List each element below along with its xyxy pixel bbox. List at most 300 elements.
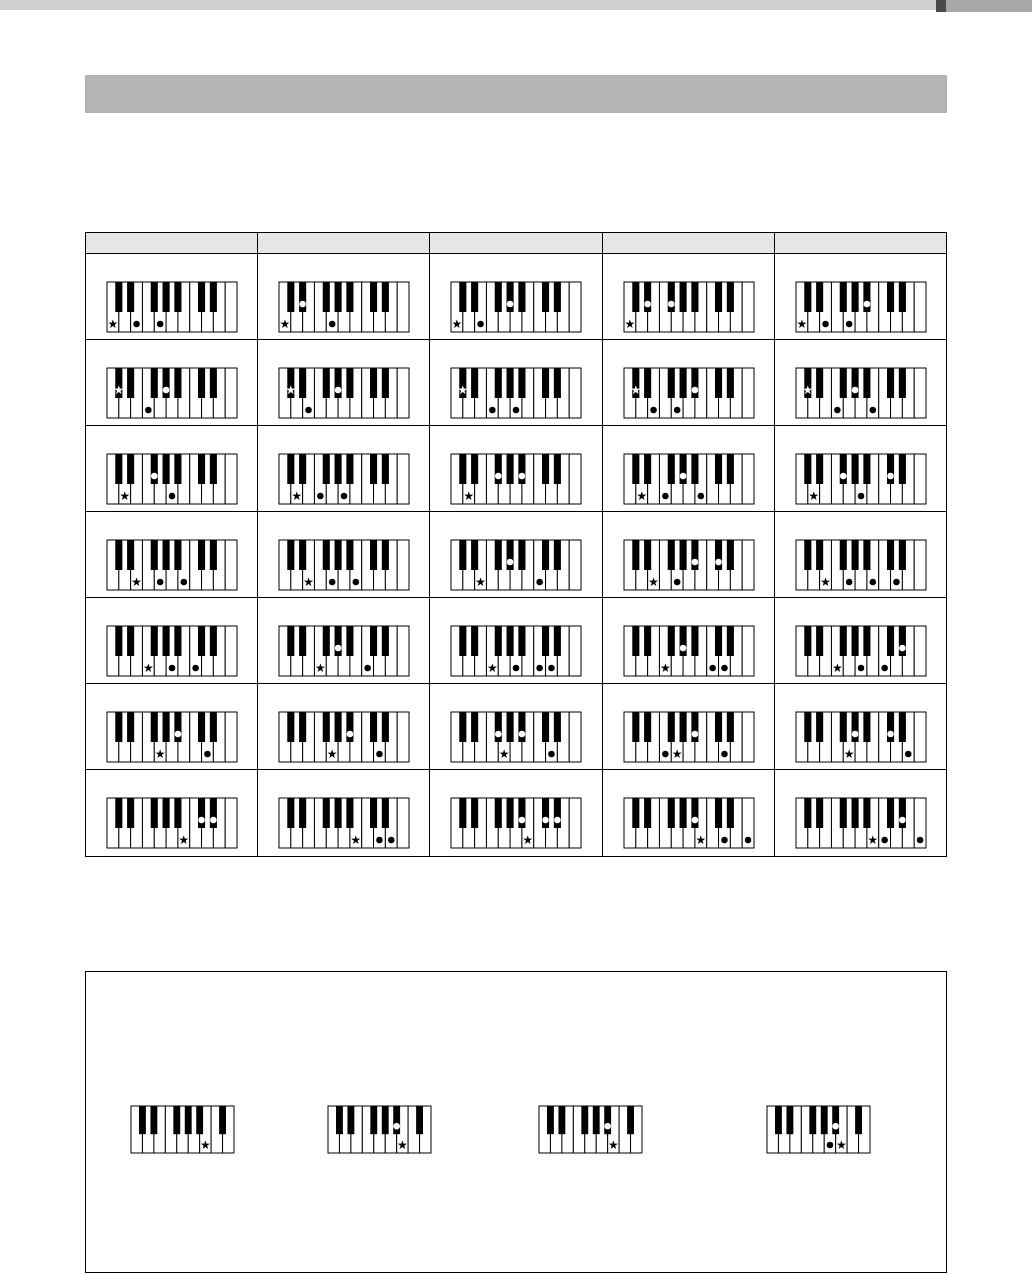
keyboard-diagram — [278, 539, 410, 591]
chord-note-open-dot-icon — [644, 301, 651, 308]
black-key — [471, 798, 478, 828]
chord-note-open-dot-icon — [691, 731, 698, 738]
black-key — [558, 1106, 565, 1134]
keyboard-wrap — [106, 625, 238, 677]
keyboard-diagram — [450, 539, 582, 591]
chord-row — [86, 770, 947, 856]
black-key — [347, 454, 354, 484]
black-key — [460, 798, 467, 828]
root-note-star-icon: ★ — [463, 489, 475, 503]
black-key — [198, 798, 205, 828]
black-key — [691, 798, 698, 828]
black-key — [382, 368, 389, 398]
black-key — [554, 282, 561, 312]
chord-note-dot-icon — [376, 837, 383, 844]
chord-note-dot-icon — [145, 407, 152, 414]
root-note-star-icon: ★ — [327, 747, 338, 761]
chord-note-dot-icon — [673, 407, 680, 414]
black-key — [644, 712, 651, 742]
black-key — [554, 368, 561, 398]
black-key — [150, 1106, 157, 1134]
black-key — [495, 282, 502, 312]
white-key — [397, 798, 409, 848]
black-key — [335, 454, 342, 484]
black-key — [198, 454, 205, 484]
keyboard-wrap — [278, 281, 410, 333]
black-key — [127, 454, 134, 484]
white-key — [742, 540, 754, 590]
root-note-star-icon: ★ — [796, 317, 808, 331]
black-key — [335, 798, 342, 828]
white-key — [914, 626, 926, 676]
keyboard-wrap — [106, 281, 238, 333]
black-key — [163, 368, 170, 398]
root-note-star-icon: ★ — [487, 661, 499, 675]
black-key — [151, 368, 158, 398]
chord-cell — [258, 426, 430, 511]
keyboard-wrap — [450, 539, 582, 591]
black-key — [460, 712, 467, 742]
black-key — [127, 798, 134, 828]
chord-cell — [603, 426, 775, 511]
black-key — [151, 712, 158, 742]
chord-row — [86, 340, 947, 426]
example-keyboard — [538, 1105, 643, 1154]
keyboard-wrap — [278, 539, 410, 591]
black-key — [347, 626, 354, 656]
chord-note-open-dot-icon — [175, 731, 182, 738]
black-key — [816, 454, 823, 484]
black-key — [323, 626, 330, 656]
keyboard-wrap — [450, 453, 582, 505]
keyboard-diagram — [106, 539, 238, 591]
black-key — [691, 626, 698, 656]
root-note-star-icon: ★ — [499, 747, 510, 761]
keyboard-diagram — [623, 539, 755, 591]
black-key — [899, 282, 906, 312]
chord-cell — [86, 426, 258, 511]
chord-note-dot-icon — [388, 837, 395, 844]
section-header-bar — [85, 75, 947, 113]
black-key — [821, 1106, 828, 1134]
white-key — [742, 368, 754, 418]
chord-note-open-dot-icon — [519, 473, 526, 480]
chord-cell — [775, 254, 947, 339]
black-key — [816, 282, 823, 312]
black-key — [196, 1106, 203, 1134]
black-key — [542, 798, 549, 828]
chord-note-dot-icon — [305, 407, 312, 414]
black-key — [840, 282, 847, 312]
black-key — [899, 626, 906, 656]
black-key — [198, 282, 205, 312]
root-note-star-icon: ★ — [113, 383, 125, 397]
black-key — [851, 282, 858, 312]
black-key — [632, 712, 639, 742]
black-key — [542, 540, 549, 570]
chord-note-dot-icon — [329, 579, 336, 586]
white-key — [397, 368, 409, 418]
chord-note-dot-icon — [181, 579, 188, 586]
black-key — [851, 798, 858, 828]
black-key — [804, 798, 811, 828]
keyboard-wrap — [450, 367, 582, 419]
black-key — [163, 798, 170, 828]
black-key — [287, 712, 294, 742]
keyboard-diagram — [278, 281, 410, 333]
keyboard-diagram — [795, 797, 927, 849]
black-key — [604, 1106, 611, 1134]
keyboard-diagram — [106, 625, 238, 677]
black-key — [471, 626, 478, 656]
white-key — [914, 368, 926, 418]
chord-note-open-dot-icon — [335, 645, 342, 652]
black-key — [667, 540, 674, 570]
black-key — [809, 1106, 816, 1134]
black-key — [507, 282, 514, 312]
keyboard-diagram — [278, 367, 410, 419]
chord-cell — [258, 254, 430, 339]
chord-cell — [258, 340, 430, 425]
white-key — [397, 626, 409, 676]
chord-table-header — [85, 232, 947, 254]
chord-note-dot-icon — [169, 493, 176, 500]
root-note-star-icon: ★ — [843, 747, 855, 761]
chord-note-open-dot-icon — [668, 301, 675, 308]
chord-row — [86, 598, 947, 684]
black-key — [495, 454, 502, 484]
chord-note-open-dot-icon — [887, 731, 894, 738]
black-key — [115, 626, 122, 656]
chord-note-dot-icon — [317, 493, 324, 500]
chord-note-open-dot-icon — [852, 387, 859, 394]
chord-row — [86, 254, 947, 340]
keyboard-wrap — [278, 711, 410, 763]
black-key — [151, 540, 158, 570]
keyboard-wrap — [450, 711, 582, 763]
black-key — [726, 368, 733, 398]
black-key — [174, 282, 181, 312]
chord-note-dot-icon — [662, 493, 669, 500]
black-key — [581, 1106, 588, 1134]
black-key — [210, 540, 217, 570]
black-key — [299, 282, 306, 312]
chord-note-open-dot-icon — [519, 731, 526, 738]
chord-note-dot-icon — [192, 665, 199, 672]
page-tab-marker-dark — [936, 0, 946, 12]
black-key — [887, 368, 894, 398]
chord-cell — [258, 598, 430, 683]
black-key — [593, 1106, 600, 1134]
black-key — [899, 454, 906, 484]
black-key — [174, 540, 181, 570]
keyboard-wrap — [623, 797, 755, 849]
root-note-star-icon: ★ — [671, 747, 683, 761]
keyboard-diagram — [623, 625, 755, 677]
chord-cell — [86, 684, 258, 769]
white-key — [397, 712, 409, 762]
keyboard-wrap — [623, 711, 755, 763]
root-note-star-icon: ★ — [659, 661, 671, 675]
chord-note-open-dot-icon — [852, 731, 859, 738]
chord-note-open-dot-icon — [495, 731, 502, 738]
black-key — [382, 1106, 389, 1134]
chord-note-open-dot-icon — [691, 387, 698, 394]
black-key — [851, 626, 858, 656]
keyboard-wrap — [795, 367, 927, 419]
black-key — [210, 282, 217, 312]
black-key — [287, 540, 294, 570]
chord-note-open-dot-icon — [507, 559, 514, 566]
root-note-star-icon: ★ — [647, 575, 659, 589]
black-key — [382, 798, 389, 828]
black-key — [519, 712, 526, 742]
black-key — [863, 798, 870, 828]
black-key — [840, 798, 847, 828]
black-key — [323, 540, 330, 570]
keyboard-diagram — [450, 625, 582, 677]
black-key — [542, 712, 549, 742]
root-note-star-icon: ★ — [397, 1138, 408, 1152]
chord-note-dot-icon — [353, 579, 360, 586]
chord-note-open-dot-icon — [715, 559, 722, 566]
black-key — [644, 540, 651, 570]
black-key — [347, 712, 354, 742]
white-key — [225, 282, 237, 332]
chord-cell — [258, 684, 430, 769]
keyboard-wrap — [623, 539, 755, 591]
black-key — [127, 540, 134, 570]
black-key — [210, 368, 217, 398]
black-key — [335, 626, 342, 656]
root-note-star-icon: ★ — [154, 747, 166, 761]
example-keyboard — [130, 1105, 235, 1154]
black-key — [299, 368, 306, 398]
chord-cell — [775, 426, 947, 511]
black-key — [495, 540, 502, 570]
black-key — [174, 368, 181, 398]
chord-cell — [603, 254, 775, 339]
black-key — [899, 798, 906, 828]
keyboard-diagram — [795, 711, 927, 763]
keyboard-diagram — [450, 453, 582, 505]
chord-note-open-dot-icon — [899, 645, 906, 652]
black-key — [382, 540, 389, 570]
root-note-star-icon: ★ — [475, 575, 487, 589]
black-key — [855, 1106, 862, 1134]
black-key — [495, 626, 502, 656]
chord-note-dot-icon — [169, 665, 176, 672]
black-key — [519, 368, 526, 398]
chord-note-dot-icon — [549, 751, 556, 758]
chord-note-dot-icon — [157, 579, 164, 586]
chord-cell — [430, 684, 602, 769]
black-key — [667, 798, 674, 828]
black-key — [840, 454, 847, 484]
black-key — [899, 540, 906, 570]
black-key — [198, 626, 205, 656]
black-key — [863, 454, 870, 484]
keyboard-diagram — [450, 367, 582, 419]
white-key — [742, 712, 754, 762]
chord-note-dot-icon — [513, 407, 520, 414]
black-key — [163, 282, 170, 312]
black-key — [679, 626, 686, 656]
black-key — [507, 626, 514, 656]
black-key — [507, 540, 514, 570]
black-key — [715, 368, 722, 398]
black-key — [899, 712, 906, 742]
black-key — [416, 1106, 423, 1134]
black-key — [863, 712, 870, 742]
chord-note-dot-icon — [721, 837, 728, 844]
root-note-star-icon: ★ — [350, 833, 362, 847]
black-key — [840, 712, 847, 742]
white-key — [225, 368, 237, 418]
black-key — [816, 626, 823, 656]
black-key — [151, 626, 158, 656]
black-key — [323, 282, 330, 312]
keyboard-wrap — [795, 711, 927, 763]
chord-note-open-dot-icon — [519, 817, 526, 824]
keyboard-wrap — [795, 797, 927, 849]
chord-cell — [603, 684, 775, 769]
white-key — [742, 626, 754, 676]
chord-cell — [430, 512, 602, 597]
black-key — [370, 540, 377, 570]
chord-note-dot-icon — [721, 751, 728, 758]
root-note-star-icon: ★ — [303, 575, 315, 589]
black-key — [382, 712, 389, 742]
chord-row — [86, 684, 947, 770]
chord-cell — [86, 512, 258, 597]
black-key — [632, 282, 639, 312]
chord-note-open-dot-icon — [691, 559, 698, 566]
black-key — [163, 626, 170, 656]
black-key — [667, 282, 674, 312]
black-key — [335, 368, 342, 398]
chord-note-dot-icon — [513, 665, 520, 672]
black-key — [507, 368, 514, 398]
black-key — [863, 368, 870, 398]
black-key — [115, 282, 122, 312]
black-key — [210, 626, 217, 656]
black-key — [127, 282, 134, 312]
black-key — [471, 712, 478, 742]
black-key — [542, 454, 549, 484]
black-key — [679, 540, 686, 570]
black-key — [370, 798, 377, 828]
chord-cell — [258, 770, 430, 856]
chord-note-open-dot-icon — [691, 817, 698, 824]
chord-note-dot-icon — [834, 407, 841, 414]
black-key — [667, 626, 674, 656]
black-key — [115, 540, 122, 570]
black-key — [519, 798, 526, 828]
chord-note-dot-icon — [157, 321, 164, 328]
keyboard-diagram — [278, 711, 410, 763]
chord-note-open-dot-icon — [151, 473, 158, 480]
note-box — [85, 971, 947, 1273]
chord-note-open-dot-icon — [679, 645, 686, 652]
chord-cell — [775, 770, 947, 856]
black-key — [219, 1106, 226, 1134]
black-key — [347, 282, 354, 312]
black-key — [471, 282, 478, 312]
black-key — [851, 540, 858, 570]
keyboard-diagram — [623, 453, 755, 505]
black-key — [287, 282, 294, 312]
black-key — [115, 712, 122, 742]
black-key — [335, 540, 342, 570]
chord-cell — [86, 254, 258, 339]
black-key — [370, 368, 377, 398]
black-key — [644, 368, 651, 398]
chord-note-dot-icon — [881, 837, 888, 844]
chord-note-open-dot-icon — [347, 731, 354, 738]
black-key — [495, 798, 502, 828]
chord-note-dot-icon — [489, 407, 496, 414]
keyboard-diagram — [623, 711, 755, 763]
black-key — [786, 1106, 793, 1134]
chord-note-dot-icon — [893, 579, 900, 586]
chord-note-dot-icon — [537, 579, 544, 586]
black-key — [715, 454, 722, 484]
black-key — [632, 626, 639, 656]
root-note-star-icon: ★ — [836, 1138, 847, 1152]
chord-note-open-dot-icon — [507, 301, 514, 308]
chord-note-dot-icon — [827, 1142, 834, 1149]
black-key — [887, 798, 894, 828]
black-key — [323, 368, 330, 398]
black-key — [151, 798, 158, 828]
black-key — [547, 1106, 554, 1134]
white-key — [397, 540, 409, 590]
chord-note-dot-icon — [537, 665, 544, 672]
black-key — [198, 368, 205, 398]
root-note-star-icon: ★ — [178, 833, 190, 847]
black-key — [691, 368, 698, 398]
root-note-star-icon: ★ — [831, 661, 843, 675]
keyboard-diagram — [623, 797, 755, 849]
keyboard-wrap — [623, 367, 755, 419]
black-key — [691, 282, 698, 312]
keyboard-wrap — [795, 539, 927, 591]
column-header — [603, 233, 775, 253]
keyboard-diagram — [623, 367, 755, 419]
keyboard-wrap — [278, 797, 410, 849]
root-note-star-icon: ★ — [107, 317, 119, 331]
black-key — [715, 798, 722, 828]
keyboard-wrap — [795, 453, 927, 505]
white-key — [397, 282, 409, 332]
chord-note-dot-icon — [204, 751, 211, 758]
black-key — [863, 540, 870, 570]
black-key — [519, 626, 526, 656]
white-key — [914, 712, 926, 762]
keyboard-diagram — [795, 625, 927, 677]
black-key — [335, 712, 342, 742]
chord-cell — [603, 340, 775, 425]
black-key — [393, 1106, 400, 1134]
black-key — [627, 1106, 634, 1134]
keyboard-diagram — [278, 453, 410, 505]
root-note-star-icon: ★ — [867, 833, 879, 847]
keyboard-diagram — [130, 1105, 235, 1154]
black-key — [115, 454, 122, 484]
keyboard-diagram — [106, 453, 238, 505]
page-tab-marker-light — [946, 0, 1032, 12]
